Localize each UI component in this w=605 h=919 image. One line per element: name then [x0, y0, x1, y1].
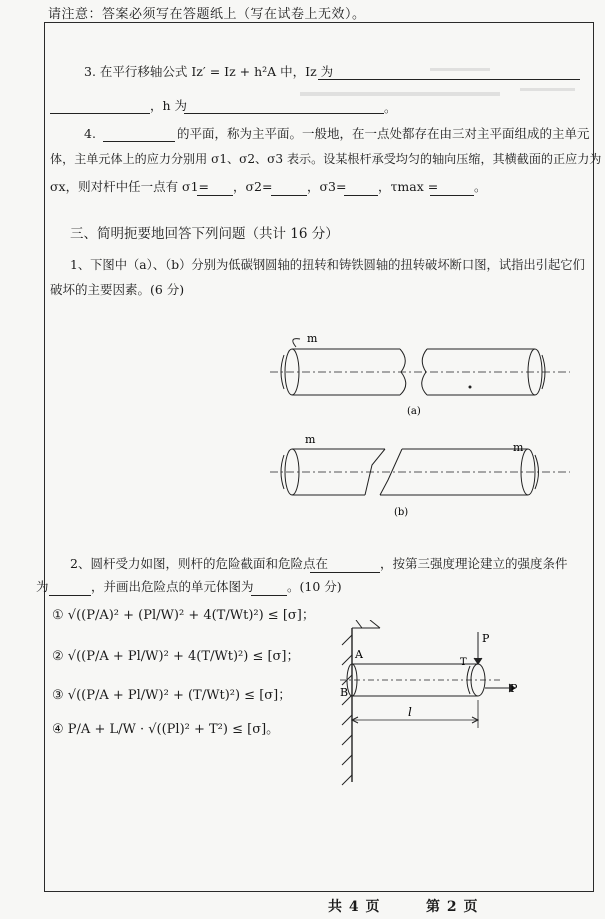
- option-2[interactable]: ② √((P/A + Pl/W)² + 4(T/Wt)²) ≤ [σ]；: [52, 649, 300, 664]
- q4-blank-1[interactable]: [103, 128, 175, 142]
- q3-line2: ，h 为: [150, 98, 188, 113]
- scan-noise: [520, 88, 575, 91]
- force-p-right-label: P: [510, 682, 518, 695]
- figure-b: [270, 449, 570, 495]
- q4-line2: 体，主单元体上的应力分别用 σ1、σ2、σ3 表示。设某根杆承受均匀的轴向压缩，其横截面的正应力为: [50, 152, 602, 166]
- q3-blank-1[interactable]: [318, 66, 580, 80]
- length-label: l: [408, 705, 412, 719]
- option-3[interactable]: ③ √((P/A + Pl/W)² + (T/Wt)²) ≤ [σ]；: [52, 688, 292, 703]
- point-a-label: A: [355, 648, 363, 661]
- moment-label-a: m: [307, 332, 318, 345]
- q4-line1: 的平面，称为主平面。一般地，在一点处都存在由三对主平面组成的主单元: [177, 126, 590, 141]
- figure-a: [270, 339, 570, 395]
- scan-noise: [300, 92, 500, 96]
- moment-label-b-right: m: [513, 441, 524, 454]
- q4-line3-b: ，σ2=: [233, 179, 273, 194]
- q4-line3-e: 。: [474, 179, 487, 194]
- q4-blank-sigma3[interactable]: [344, 182, 378, 196]
- q4-line3-a: σx，则对杆中任一点有 σ1=: [50, 179, 210, 194]
- footer-page-number: 第 2 页: [426, 899, 479, 915]
- point-b-label: B: [340, 686, 349, 699]
- p1-line2: 破坏的主要因素。(6 分): [50, 282, 185, 297]
- p2-line2-c: 。(10 分): [287, 579, 342, 594]
- wall-hatch: [342, 620, 380, 785]
- p2-line2-b: ，并画出危险点的单元体图为: [91, 579, 254, 594]
- p2-line1-b: ，按第三强度理论建立的强度条件: [380, 556, 568, 571]
- p2-blank-2[interactable]: [49, 582, 91, 596]
- q4-number: 4.: [84, 126, 96, 141]
- p2-line1-a: 2、圆杆受力如图，则杆的危险截面和危险点在: [70, 556, 328, 571]
- moment-label-b-left: m: [305, 433, 316, 446]
- figure-a-label: (a): [407, 406, 421, 417]
- p2-blank-1[interactable]: [310, 559, 380, 573]
- section3-title: 三、简明扼要地回答下列问题（共计 16 分）: [70, 226, 339, 242]
- footer-total-pages: 共 4 页: [328, 899, 381, 915]
- p1-line1: 1、下图中（a）、（b）分别为低碳钢圆轴的扭转和铸铁圆轴的扭转破坏断口图，试指出引起它们: [70, 258, 585, 272]
- torque-label: T: [460, 657, 467, 668]
- q4-blank-tau[interactable]: [430, 182, 474, 196]
- cantilever-figure: [300, 620, 540, 790]
- torsion-fracture-figure: [270, 325, 570, 535]
- q3-blank-3[interactable]: [184, 100, 384, 114]
- notice-text: 请注意：答案必须写在答题纸上（写在试卷上无效）。: [48, 7, 366, 22]
- option-1[interactable]: ① √((P/A)² + (Pl/W)² + 4(T/Wt)²) ≤ [σ]；: [52, 608, 315, 623]
- force-p-top-label: P: [482, 632, 490, 645]
- q4-blank-sigma1[interactable]: [197, 182, 233, 196]
- q4-blank-sigma2[interactable]: [271, 182, 307, 196]
- q3-dot: 。: [384, 100, 397, 115]
- q4-line3-d: ，τmax =: [378, 179, 439, 194]
- q3-blank-2[interactable]: [50, 100, 150, 114]
- q4-line3-c: ，σ3=: [307, 179, 347, 194]
- option-4[interactable]: ④ P/A + L/W · √((Pl)² + T²) ≤ [σ]。: [52, 722, 280, 737]
- q3-line1: 3. 在平行移轴公式 Iz′ = Iz + h²A 中，Iz 为: [84, 64, 334, 79]
- p2-line2-a: 为: [36, 579, 49, 594]
- moment-curl-a: [293, 339, 300, 347]
- figure-b-label: (b): [394, 507, 409, 518]
- p2-blank-3[interactable]: [251, 582, 287, 596]
- flat-fracture-right: [422, 349, 427, 395]
